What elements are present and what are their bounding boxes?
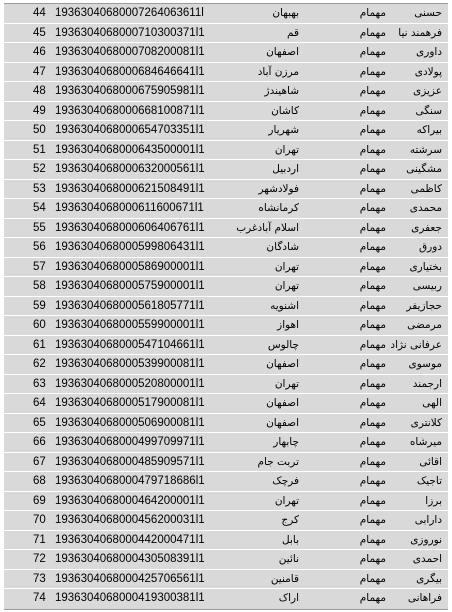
table-row [4,102,448,122]
row-code: 1936304068000485909571l1 [55,455,205,468]
row-code: 1936304068000479718686l1 [55,475,205,487]
table-row [4,375,448,395]
row-name: تاجیک [416,475,442,487]
row-index: 63 [33,377,46,390]
row-role: مهمام [359,416,386,429]
table-row [4,121,448,141]
table-row [4,199,448,219]
table-row [4,238,448,258]
row-code: 1936304068000632000561l1 [55,163,205,175]
row-code: 1936304068000506900081l1 [55,416,205,429]
row-name: میرشاه [409,436,442,448]
table-row [4,24,448,44]
row-city: بابل [282,533,299,546]
row-name: داوری [416,46,442,58]
row-code: 19363040680007264063611l [55,7,204,19]
row-index: 54 [33,202,46,214]
row-name: فراهانی [407,592,442,604]
row-name: بیراکه [416,124,442,136]
row-role: مهمام [359,358,386,370]
row-index: 69 [33,494,46,507]
row-name: موسوی [408,358,442,370]
row-city: اهواز [277,319,299,331]
row-name: ارجمند [412,377,442,390]
table-row [4,63,448,83]
row-city: بهبهان [272,7,299,19]
row-name: بختیاری [409,260,442,273]
row-index: 46 [33,46,46,58]
row-role: مهمام [359,280,386,292]
row-index: 60 [33,319,46,331]
row-city: شهریار [268,124,299,136]
row-role: مهمام [359,475,386,487]
row-name: جعفری [411,221,442,234]
row-city: چابهار [273,436,299,448]
row-city: شاهیندژ [264,85,299,97]
row-city: نائین [278,553,299,565]
row-city: فرچک [272,475,299,487]
row-index: 58 [33,280,46,292]
row-index: 55 [33,221,46,234]
row-role: مهمام [359,533,386,546]
row-code: 1936304068000586900001l1 [55,260,205,273]
data-table [4,3,448,610]
row-code: 1936304068000668100871l1 [55,104,205,117]
table-row [4,531,448,551]
row-role: مهمام [359,397,386,409]
table-row [4,277,448,297]
table-row [4,297,448,317]
row-code: 1936304068000419300381l1 [55,592,205,604]
row-role: مهمام [359,65,386,78]
row-code: 1936304068000621508491l1 [55,182,205,195]
row-role: مهمام [359,163,386,175]
row-role: مهمام [359,592,386,604]
row-index: 67 [33,455,46,468]
row-role: مهمام [359,572,386,585]
row-code: 1936304068000575900001l1 [55,280,205,292]
row-name: کاظمی [410,182,442,195]
row-name: عزیزی [413,85,442,97]
row-name: سرشته [409,143,442,156]
row-name: احمدی [412,553,442,565]
row-name: سنگی [415,104,442,117]
row-name: پولادی [414,65,442,78]
row-city: تهران [274,260,299,273]
table-row [4,511,448,531]
row-city: کرج [281,514,299,526]
row-code: 1936304068000517900081l1 [55,397,205,409]
row-city: اصفهان [266,46,299,58]
row-index: 53 [33,182,46,195]
row-index: 62 [33,358,46,370]
row-city: شادگان [266,241,299,253]
row-code: 1936304068000499709971l1 [55,436,205,448]
row-name: کلانتری [410,416,442,429]
row-role: مهمام [359,455,386,468]
row-code: 1936304068000539900081l1 [55,358,205,370]
row-role: مهمام [359,221,386,234]
row-role: مهمام [359,260,386,273]
row-name: بیگری [416,572,442,585]
table-row [4,316,448,336]
row-index: 71 [33,533,46,546]
row-role: مهمام [359,319,386,331]
row-name: فرهمند نیا [398,26,442,39]
row-code: 1936304068000643500001l1 [55,143,205,156]
row-code: 1936304068000654703351l1 [55,124,205,136]
table-row [4,160,448,180]
table-row [4,472,448,492]
row-index: 57 [33,260,46,273]
row-role: مهمام [359,124,386,136]
table-row [4,219,448,239]
row-index: 44 [33,7,46,19]
table-row [4,82,448,102]
row-code: 1936304068000708200081l1 [55,46,205,58]
row-name: ربیسی [412,280,442,292]
table-row [4,492,448,512]
row-city: فولادشهر [258,182,299,195]
row-role: مهمام [359,202,386,214]
row-index: 50 [33,124,46,136]
table-row [4,589,448,609]
row-role: مهمام [359,436,386,448]
row-index: 49 [33,104,46,117]
row-city: مرزن آباد [257,65,299,78]
row-code: 1936304068000599806431l1 [55,241,205,253]
row-index: 45 [33,26,46,39]
row-code: 1936304068000559900001l1 [55,319,205,331]
row-city: تربت جام [257,455,299,468]
row-code: 1936304068000611600671l1 [55,202,204,214]
row-role: مهمام [359,85,386,97]
row-city: اصفهان [266,358,299,370]
row-index: 73 [33,572,46,585]
row-code: 1936304068000561805771l1 [55,299,205,312]
row-role: مهمام [359,143,386,156]
row-index: 68 [33,475,46,487]
row-code: 1936304068000442000471l1 [55,533,205,546]
row-city: تهران [274,377,299,390]
table-row [4,4,448,24]
row-index: 48 [33,85,46,97]
row-index: 61 [33,338,46,351]
row-name: دورق [419,241,442,253]
row-index: 56 [33,241,46,253]
table-row [4,180,448,200]
table-row [4,433,448,453]
row-code: 1936304068000684646641l1 [55,65,205,78]
row-role: مهمام [359,494,386,507]
row-city: تهران [274,143,299,156]
row-city: اصفهان [266,416,299,429]
row-name: حجازیفر [406,299,442,312]
row-name: نوروزی [410,533,442,546]
row-name: حسنی [414,7,442,19]
row-role: مهمام [359,338,386,351]
row-role: مهمام [359,104,386,117]
table-row [4,414,448,434]
row-index: 52 [33,163,46,175]
row-city: کاشان [271,104,299,117]
row-code: 1936304068000547104661l1 [55,338,205,351]
row-index: 70 [33,514,46,526]
row-role: مهمام [359,299,386,312]
row-role: مهمام [359,514,386,526]
table-row [4,453,448,473]
table-row [4,141,448,161]
row-city: تهران [274,494,299,507]
row-name: الهی [422,397,442,409]
row-index: 65 [33,416,46,429]
table-row [4,355,448,375]
row-index: 66 [33,436,46,448]
row-city: تهران [274,280,299,292]
row-city: اردبیل [272,163,299,175]
row-role: مهمام [359,7,386,19]
row-role: مهمام [359,241,386,253]
row-role: مهمام [359,46,386,58]
row-city: اشنویه [270,299,299,312]
row-city: اسلام آبادغرب [236,221,299,234]
row-index: 72 [33,553,46,565]
row-city: کرمانشاه [258,202,299,214]
row-code: 1936304068000464200001l1 [55,494,205,507]
row-code: 1936304068000430508391l1 [55,553,205,565]
table-row [4,43,448,63]
row-role: مهمام [359,26,386,39]
row-name: محمدی [409,202,442,214]
row-name: برزا [425,494,442,507]
row-index: 59 [33,299,46,312]
row-index: 51 [33,143,46,156]
row-city: اراک [278,592,299,604]
row-role: مهمام [359,377,386,390]
row-city: قم [286,26,299,39]
row-code: 1936304068000425706561l1 [55,572,205,585]
row-role: مهمام [359,182,386,195]
row-role: مهمام [359,553,386,565]
row-city: اصفهان [266,397,299,409]
row-name: مشگینی [406,163,442,175]
row-index: 47 [33,65,46,78]
row-name: دارابی [414,514,442,526]
row-code: 1936304068000675905981l1 [55,85,205,97]
row-code: 1936304068000520800001l1 [55,377,205,390]
row-code: 1936304068000606406761l1 [55,221,205,234]
row-city: قامنین [270,572,299,585]
row-name: عرفانی نژاد [390,338,442,351]
table-row [4,570,448,590]
table-row [4,258,448,278]
row-name: مرمضی [407,319,442,331]
table-row [4,550,448,570]
row-city: چالوس [267,338,299,351]
row-code: 1936304068000710300371l1 [55,26,205,39]
row-index: 64 [33,397,46,409]
row-index: 74 [33,592,46,604]
row-code: 1936304068000456200031l1 [55,514,205,526]
table-row [4,394,448,414]
row-name: اقائی [419,455,442,468]
table-row [4,336,448,356]
